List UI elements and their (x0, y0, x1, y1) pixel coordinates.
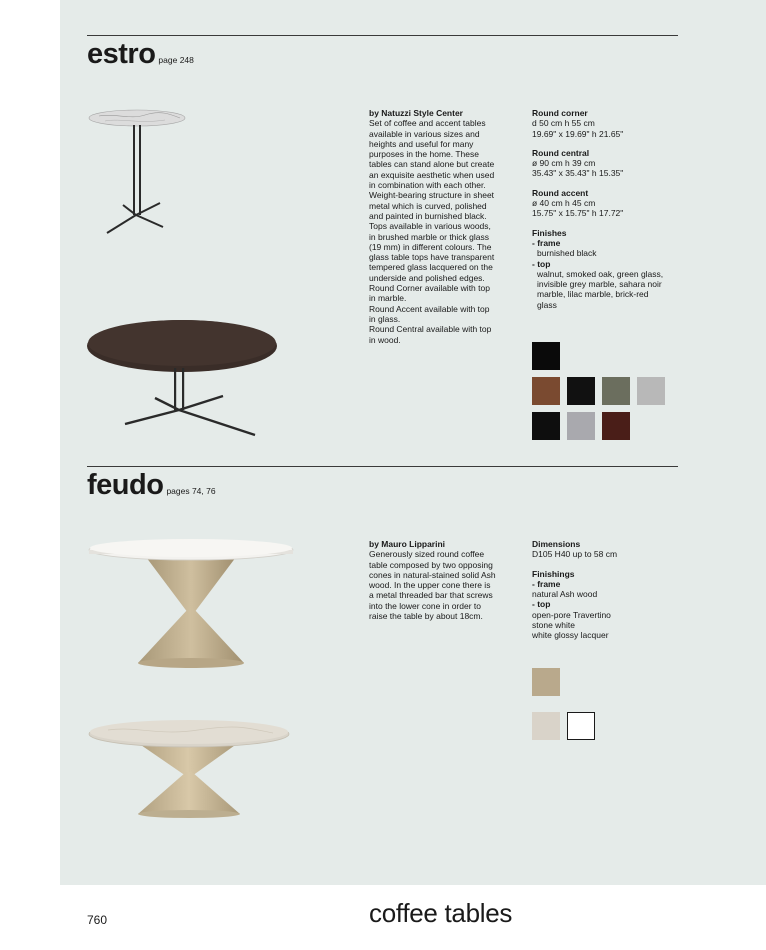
top-value-line: stone white (532, 620, 575, 631)
top-value-line: marble, lilac marble, brick-red (537, 289, 649, 300)
spec-line: 35.43" x 35.43" h 15.35" (532, 168, 624, 179)
swatch-invisible-grey-marble (637, 377, 665, 405)
description-line: and painted in burnished black. (369, 210, 487, 221)
description-line: wood. In the upper cone there is (369, 580, 491, 591)
estro-specifications (532, 108, 682, 319)
description-line: in wood. (369, 334, 401, 345)
section-divider (87, 35, 678, 36)
swatch-green-glass (602, 377, 630, 405)
page-reference: pages 74, 76 (166, 486, 216, 496)
estro-round-corner-image (85, 105, 195, 240)
description-line: in brushed marble or thick glass (369, 231, 490, 242)
frame-label: - frame (532, 578, 561, 589)
description-line: tempered glass lacquered on the (369, 262, 493, 273)
description-line: in marble. (369, 293, 407, 304)
swatch-lilac-marble (567, 412, 595, 440)
frame-value: natural Ash wood (532, 589, 598, 600)
top-value-line: glass (537, 299, 557, 310)
swatch-natural-ash (532, 668, 560, 696)
swatch-brick-red-glass (602, 412, 630, 440)
product-title-feudo: feudo pages 74, 76 (87, 469, 216, 501)
description-line: in glass. (369, 313, 401, 324)
description-line: Round Accent available with top (369, 303, 490, 314)
product-title-estro: estro page 248 (87, 38, 194, 70)
description-line: cones in natural-stained solid Ash (369, 569, 496, 580)
spec-line: 15.75" x 15.75" h 17.72" (532, 208, 624, 219)
finishings-block (532, 569, 682, 641)
finishes-heading: Finishes (532, 227, 567, 238)
designer-byline: by Natuzzi Style Center (369, 108, 463, 118)
top-value-line: invisible grey marble, sahara noir (537, 279, 662, 290)
spec-line: ø 40 cm h 45 cm (532, 198, 596, 209)
description-line: available in various sizes and (369, 128, 480, 139)
spec-heading: Dimensions (532, 539, 581, 549)
page-number: 760 (87, 913, 108, 927)
feudo-table-travertino-top-image (88, 718, 290, 820)
top-label: - top (532, 258, 551, 269)
spec-line: 19.69" x 19.69" h 21.65" (532, 128, 624, 139)
page-reference: page 248 (158, 55, 194, 65)
spec-round-accent (532, 188, 682, 219)
description-line: raise the table by about 18cm. (369, 611, 483, 622)
finishes-heading: Finishings (532, 568, 575, 579)
spec-line: d 50 cm h 55 cm (532, 118, 595, 129)
estro-round-central-image (85, 318, 280, 440)
spec-line: D105 H40 up to 58 cm (532, 549, 618, 560)
spec-dimensions (532, 539, 682, 560)
description-line: (19 mm) in different colours. The (369, 241, 492, 252)
description-line: metal which is curved, polished (369, 200, 487, 211)
swatch-burnished-black (532, 342, 560, 370)
spec-round-corner (532, 108, 682, 139)
description-line: tables can stand alone but create (369, 159, 495, 170)
description-line: purposes in the home. These (369, 149, 479, 160)
description-line: table composed by two opposing (369, 559, 493, 570)
description-line: heights and useful for many (369, 138, 474, 149)
section-divider (87, 466, 678, 467)
spec-heading: Round accent (532, 187, 589, 198)
top-values (532, 269, 682, 310)
swatch-walnut (532, 377, 560, 405)
frame-value: burnished black (537, 248, 597, 259)
feudo-description (369, 539, 519, 621)
description-line: Set of coffee and accent tables (369, 118, 486, 129)
swatch-white-glossy-lacquer (567, 712, 595, 740)
swatch-smoked-oak (567, 377, 595, 405)
top-value-line: white glossy lacquer (532, 630, 609, 641)
finishes-block (532, 228, 682, 310)
top-label: - top (532, 599, 551, 610)
spec-heading: Round corner (532, 108, 588, 118)
description-line: Round Central available with top (369, 324, 492, 335)
swatch-travertino (532, 712, 560, 740)
category-title: coffee tables (369, 898, 513, 928)
spec-round-central (532, 148, 682, 179)
spec-heading: Round central (532, 147, 590, 158)
description-line: Generously sized round coffee (369, 549, 485, 560)
description-line: underside and polished edges. (369, 272, 485, 283)
description-line: a metal threaded bar that screws (369, 590, 493, 601)
spec-line: ø 90 cm h 39 cm (532, 158, 596, 169)
description-line: Tops available in various woods, (369, 221, 491, 232)
description-line: in combination with each other. (369, 180, 486, 191)
description-line: Weight-bearing structure in sheet (369, 190, 495, 201)
description-line: into the lower cone in order to (369, 600, 481, 611)
description-line: glass table tops have transparent (369, 252, 495, 263)
designer-byline: by Mauro Lipparini (369, 539, 446, 549)
feudo-specifications (532, 539, 682, 650)
frame-label: - frame (532, 237, 561, 248)
description-line: an exquisite aesthetic when used (369, 169, 495, 180)
estro-description (369, 108, 519, 345)
top-value-line: walnut, smoked oak, green glass, (537, 268, 664, 279)
swatch-sahara-noir-marble (532, 412, 560, 440)
description-line: Round Corner available with top (369, 283, 490, 294)
top-value-line: open-pore Travertino (532, 609, 611, 620)
feudo-table-white-top-image (88, 535, 294, 670)
